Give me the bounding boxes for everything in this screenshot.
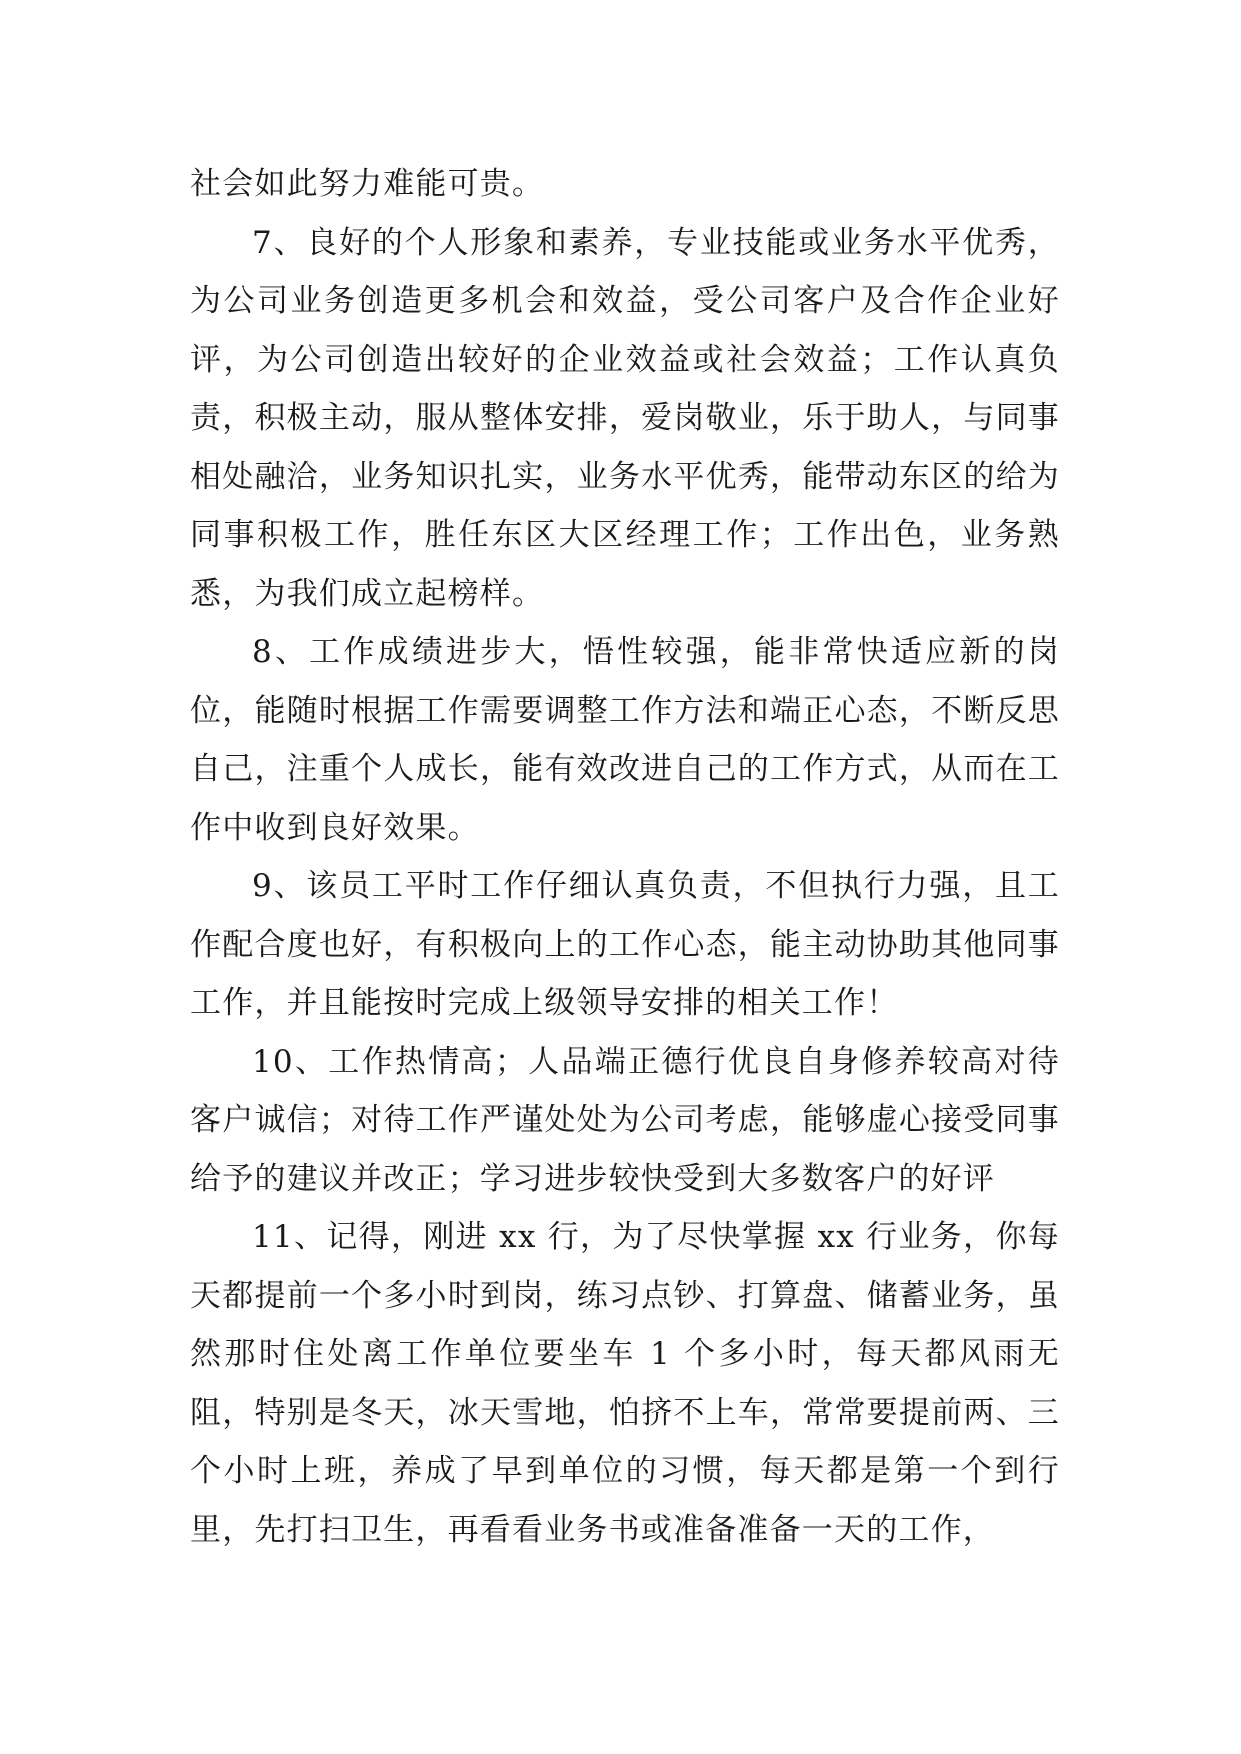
paragraph-item-10: 10、工作热情高；人品端正德行优良自身修养较高对待客户诚信；对待工作严谨处处为公司考虑，能够虚心接受同事给予的建议并改正；学习进步较快受到大多数客户的好评 — [190, 1043, 1060, 1197]
paragraph-continuation: 社会如此努力难能可贵。 — [190, 166, 545, 202]
paragraph-item-11: 11、记得，刚进 xx 行，为了尽快掌握 xx 行业务，你每天都提前一个多小时到岗，练习点钞、打算盘、储蓄业务，虽然那时住处离工作单位要坐车 1 个多小时，每天都风雨无阻，特别是冬天，冰天雪地，怕挤不上车，常常要提前两、三个小时上班，养成了早到单位的习惯，每天都是第一个到行里，先打扫卫生，再看看业务书或准备准备一天的工作， — [190, 1219, 1060, 1548]
document-body — [190, 155, 1060, 1559]
paragraph-item-8: 8、工作成绩进步大，悟性较强，能非常快适应新的岗位，能随时根据工作需要调整工作方法和端正心态，不断反思自己，注重个人成长，能有效改进自己的工作方式，从而在工作中收到良好效果。 — [190, 634, 1060, 846]
paragraph-item-9: 9、该员工平时工作仔细认真负责，不但执行力强，且工作配合度也好，有积极向上的工作心态，能主动协助其他同事工作，并且能按时完成上级领导安排的相关工作！ — [190, 868, 1060, 1021]
paragraph-item-7: 7、良好的个人形象和素养，专业技能或业务水平优秀，为公司业务创造更多机会和效益，受公司客户及合作企业好评，为公司创造出较好的企业效益或社会效益；工作认真负责，积极主动，服从整体安排，爱岗敬业，乐于助人，与同事相处融洽，业务知识扎实，业务水平优秀，能带动东区的给为同事积极工作，胜任东区大区经理工作；工作出色，业务熟悉，为我们成立起榜样。 — [190, 224, 1060, 612]
